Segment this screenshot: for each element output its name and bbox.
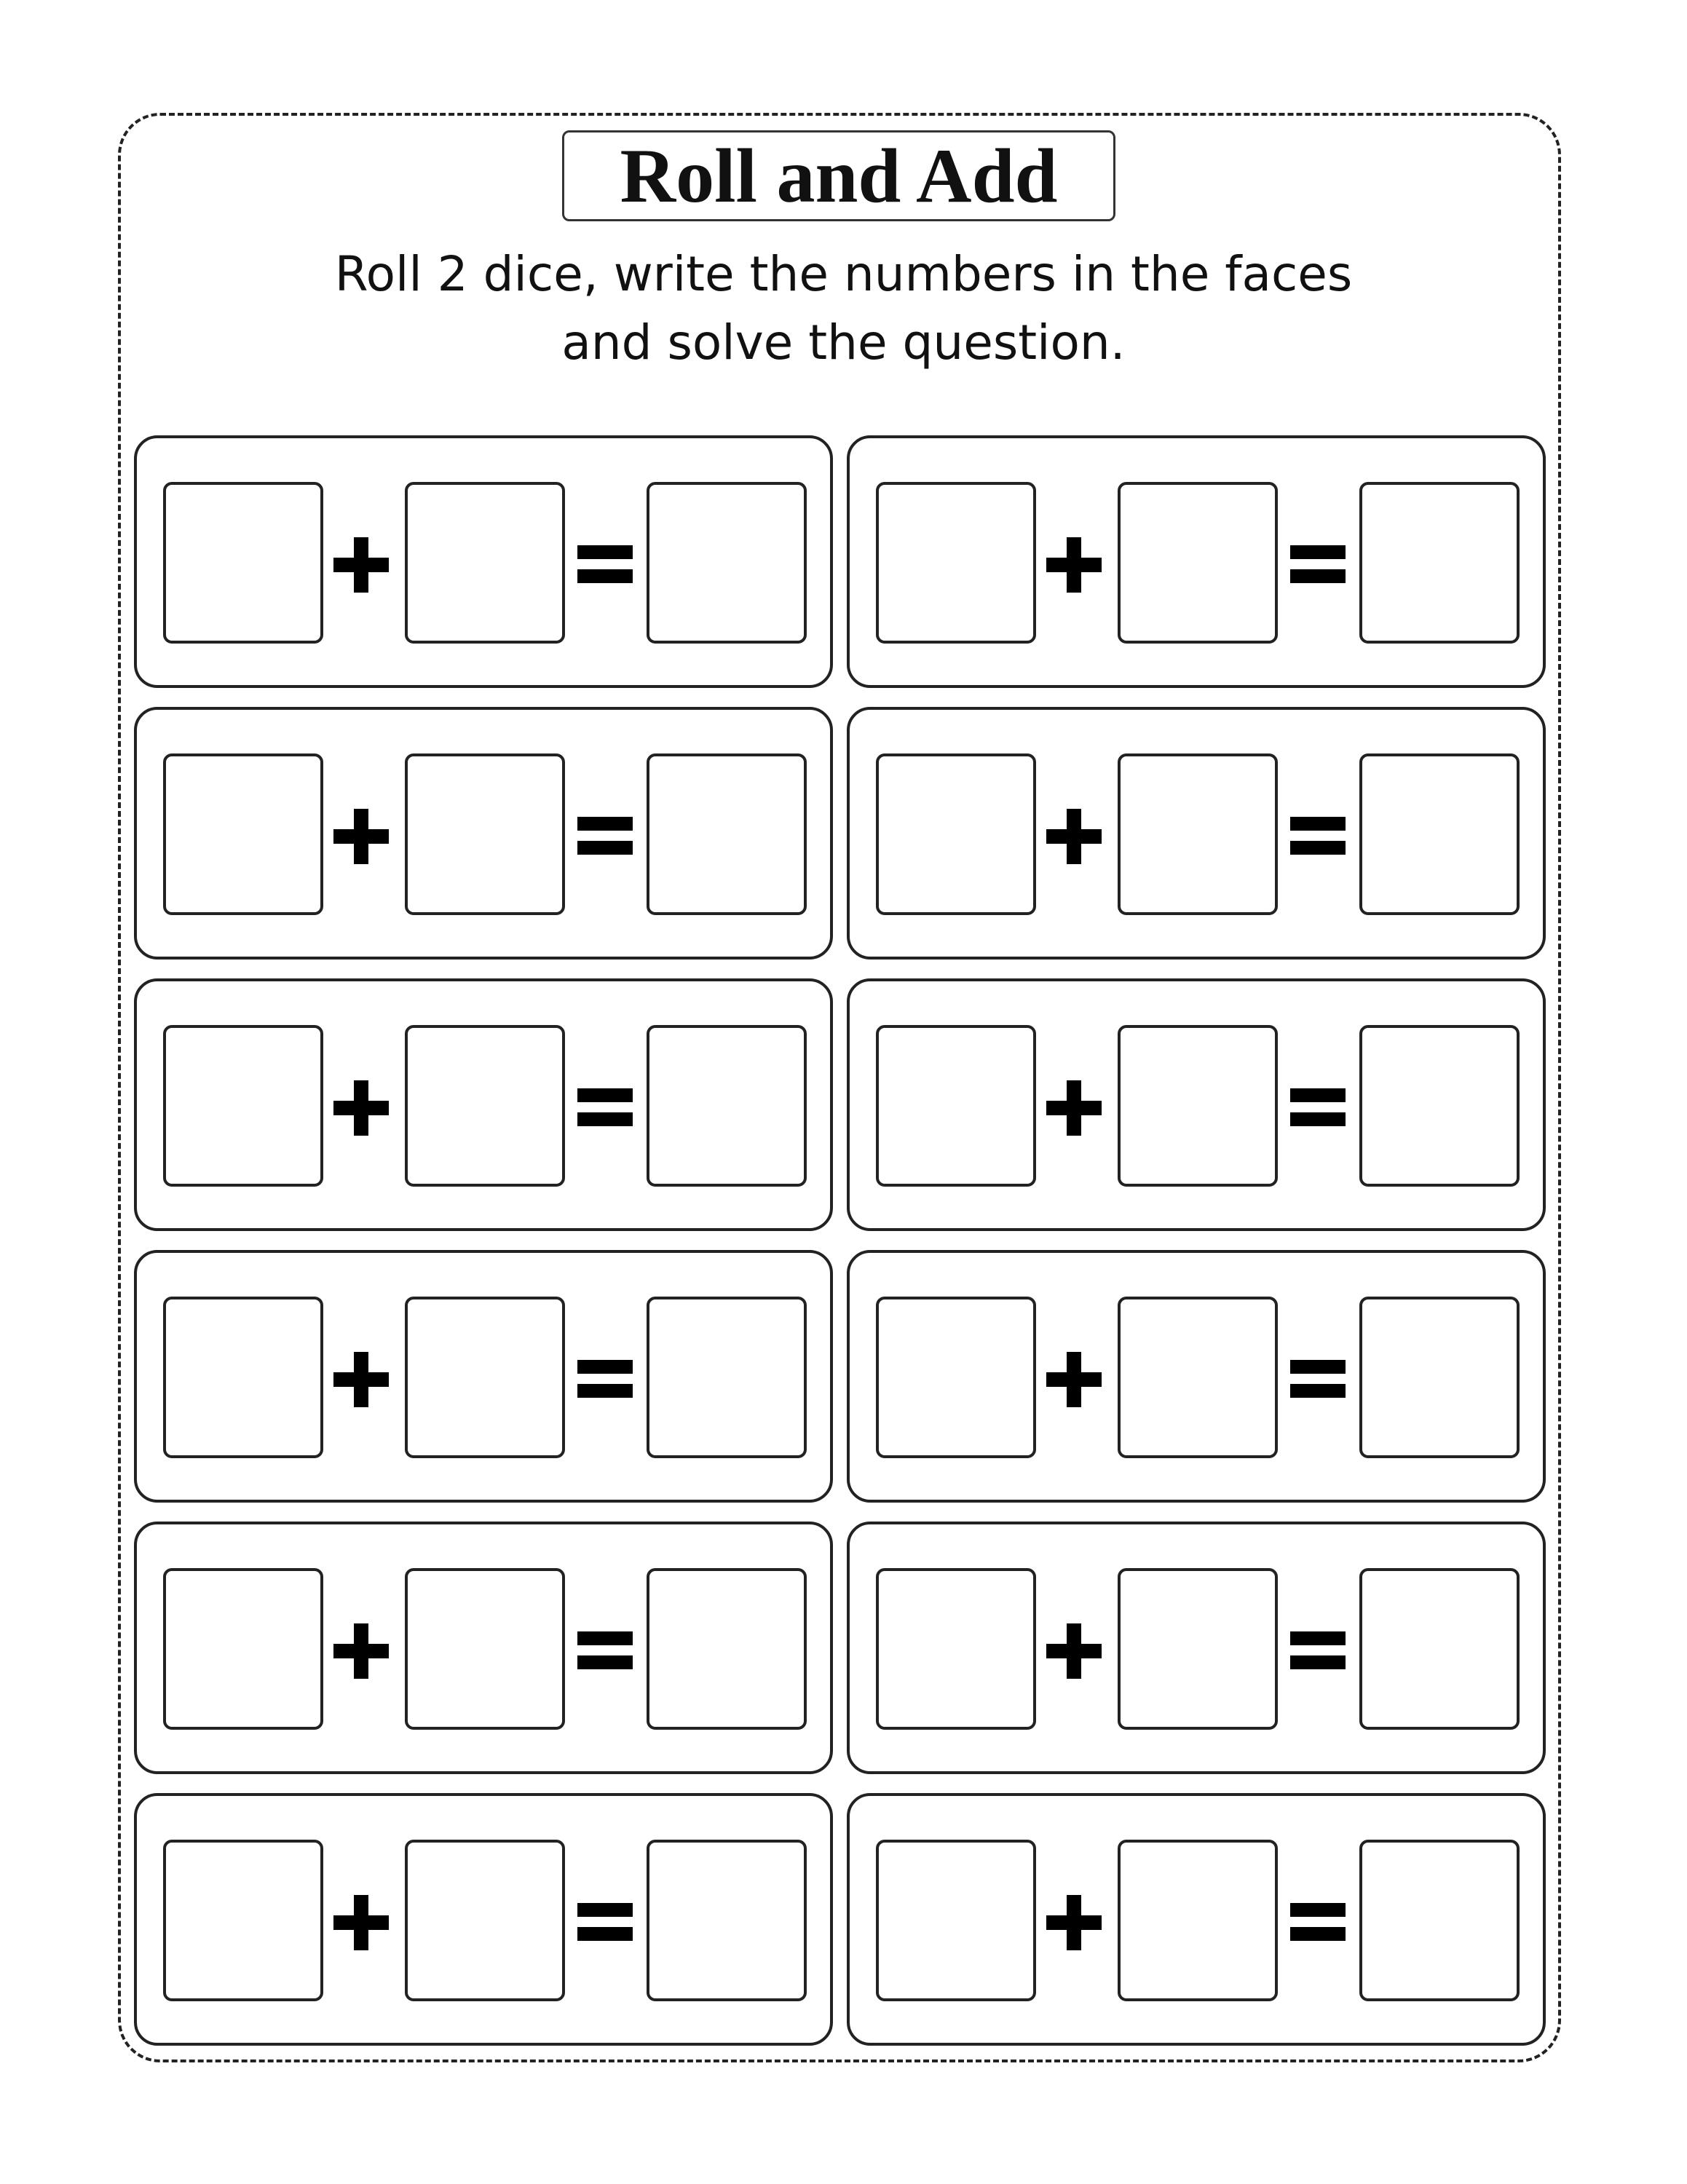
- answer-box[interactable]: [647, 1297, 807, 1458]
- first-die-box[interactable]: [163, 1297, 323, 1458]
- first-die-box[interactable]: [876, 1025, 1036, 1187]
- answer-box[interactable]: [647, 753, 807, 915]
- answer-box[interactable]: [647, 1568, 807, 1730]
- instructions-line-1: Roll 2 dice, write the numbers in the faces: [334, 246, 1353, 302]
- plus-icon: [1046, 809, 1102, 864]
- page-title: Roll and Add: [620, 132, 1058, 218]
- equals-icon: [1290, 817, 1346, 855]
- second-die-box[interactable]: [405, 1568, 565, 1730]
- equals-icon: [577, 1360, 633, 1398]
- plus-icon: [333, 1080, 389, 1136]
- instructions: [182, 240, 1505, 377]
- second-die-box[interactable]: [1118, 1840, 1278, 2001]
- first-die-box[interactable]: [163, 1025, 323, 1187]
- second-die-box[interactable]: [405, 753, 565, 915]
- first-die-box[interactable]: [876, 1297, 1036, 1458]
- second-die-box[interactable]: [405, 1840, 565, 2001]
- answer-box[interactable]: [647, 482, 807, 644]
- second-die-box[interactable]: [405, 1297, 565, 1458]
- second-die-box[interactable]: [1118, 482, 1278, 644]
- problem-card: [847, 435, 1546, 688]
- second-die-box[interactable]: [1118, 1297, 1278, 1458]
- instructions-line-2: and solve the question.: [561, 314, 1126, 371]
- plus-icon: [333, 1895, 389, 1950]
- plus-icon: [333, 537, 389, 593]
- plus-icon: [333, 1623, 389, 1679]
- problem-card: [847, 1522, 1546, 1774]
- answer-box[interactable]: [647, 1840, 807, 2001]
- problem-card: [847, 1793, 1546, 2046]
- answer-box[interactable]: [647, 1025, 807, 1187]
- equals-icon: [1290, 1631, 1346, 1669]
- problem-card: [134, 978, 833, 1231]
- second-die-box[interactable]: [405, 1025, 565, 1187]
- equals-icon: [1290, 545, 1346, 583]
- plus-icon: [1046, 1352, 1102, 1407]
- equals-icon: [577, 1903, 633, 1941]
- first-die-box[interactable]: [163, 482, 323, 644]
- plus-icon: [333, 809, 389, 864]
- plus-icon: [333, 1352, 389, 1407]
- plus-icon: [1046, 1623, 1102, 1679]
- title-box: [562, 130, 1115, 221]
- plus-icon: [1046, 1895, 1102, 1950]
- first-die-box[interactable]: [163, 1568, 323, 1730]
- equals-icon: [1290, 1088, 1346, 1126]
- answer-box[interactable]: [1359, 1025, 1520, 1187]
- problem-card: [847, 707, 1546, 960]
- first-die-box[interactable]: [876, 1840, 1036, 2001]
- problem-card: [134, 1793, 833, 2046]
- equals-icon: [1290, 1360, 1346, 1398]
- answer-box[interactable]: [1359, 1297, 1520, 1458]
- first-die-box[interactable]: [876, 1568, 1036, 1730]
- second-die-box[interactable]: [405, 482, 565, 644]
- equals-icon: [577, 1088, 633, 1126]
- second-die-box[interactable]: [1118, 753, 1278, 915]
- problem-card: [847, 1250, 1546, 1503]
- second-die-box[interactable]: [1118, 1025, 1278, 1187]
- plus-icon: [1046, 1080, 1102, 1136]
- equals-icon: [1290, 1903, 1346, 1941]
- equals-icon: [577, 545, 633, 583]
- first-die-box[interactable]: [163, 753, 323, 915]
- first-die-box[interactable]: [163, 1840, 323, 2001]
- problem-card: [134, 1522, 833, 1774]
- problem-grid: [134, 435, 1546, 2047]
- problem-card: [134, 435, 833, 688]
- equals-icon: [577, 1631, 633, 1669]
- problem-card: [134, 1250, 833, 1503]
- problem-card: [134, 707, 833, 960]
- first-die-box[interactable]: [876, 753, 1036, 915]
- answer-box[interactable]: [1359, 1568, 1520, 1730]
- second-die-box[interactable]: [1118, 1568, 1278, 1730]
- plus-icon: [1046, 537, 1102, 593]
- answer-box[interactable]: [1359, 1840, 1520, 2001]
- first-die-box[interactable]: [876, 482, 1036, 644]
- answer-box[interactable]: [1359, 482, 1520, 644]
- answer-box[interactable]: [1359, 753, 1520, 915]
- equals-icon: [577, 817, 633, 855]
- problem-card: [847, 978, 1546, 1231]
